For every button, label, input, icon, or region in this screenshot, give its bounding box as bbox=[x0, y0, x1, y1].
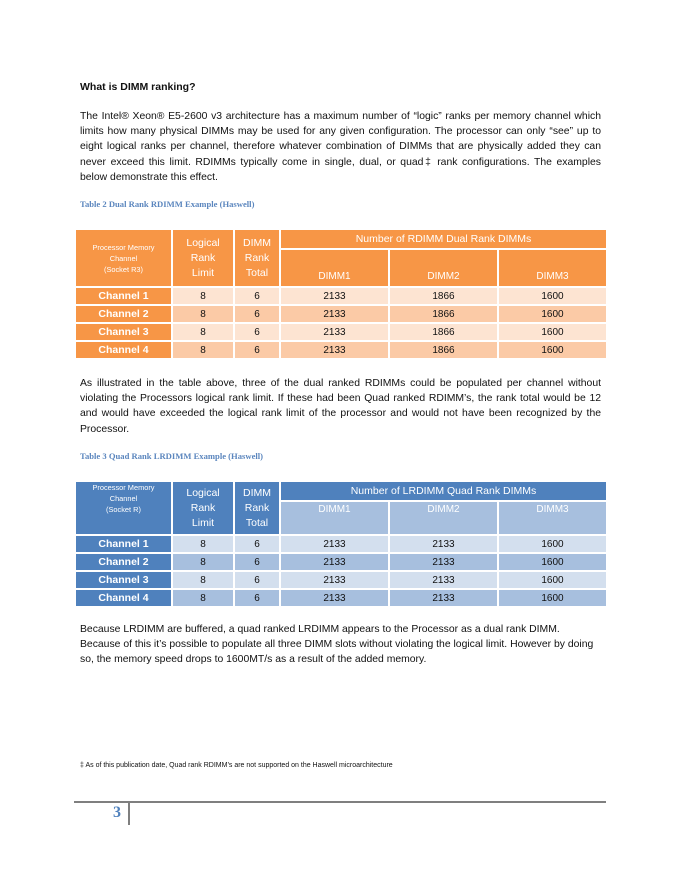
table-row bbox=[76, 342, 606, 358]
dimm2-cell: 2133 bbox=[390, 536, 497, 552]
table3-quad-rank-lrdimm bbox=[74, 480, 608, 608]
table3-caption: Table 3 Quad Rank LRDIMM Example (Haswell) bbox=[80, 451, 264, 461]
explanation-paragraph: As illustrated in the table above, three of the dual ranked RDIMMs could be populated per channel without violating the Processors logical rank limit. If these had been Quad ranked RDIMM’s, the rank total would be 12 and would have exceeded the logical rank limit of the processor and would not have been recognized by the Processor. bbox=[80, 378, 601, 435]
footer-rule bbox=[74, 801, 606, 803]
dimm3-cell: 1600 bbox=[499, 554, 606, 570]
header-dimm2: DIMM2 bbox=[390, 502, 497, 534]
dimm1-cell: 2133 bbox=[281, 554, 388, 570]
table-row bbox=[76, 590, 606, 606]
dimm3-cell: 1600 bbox=[499, 306, 606, 322]
channel-cell: Channel 2 bbox=[76, 306, 171, 322]
table-row bbox=[76, 306, 606, 322]
dimm1-cell: 2133 bbox=[281, 572, 388, 588]
table2-caption: Table 2 Dual Rank RDIMM Example (Haswell) bbox=[80, 199, 255, 209]
dimm3-cell: 1600 bbox=[499, 324, 606, 340]
total-cell: 6 bbox=[235, 288, 279, 304]
dimm1-cell: 2133 bbox=[281, 306, 388, 322]
dimm3-cell: 1600 bbox=[499, 590, 606, 606]
page-number: 3 bbox=[113, 804, 121, 821]
limit-cell: 8 bbox=[173, 536, 233, 552]
header-dimm3: DIMM3 bbox=[499, 502, 606, 534]
dimm1-cell: 2133 bbox=[281, 324, 388, 340]
channel-cell: Channel 4 bbox=[76, 590, 171, 606]
dimm2-cell: 1866 bbox=[390, 306, 497, 322]
dimm3-cell: 1600 bbox=[499, 536, 606, 552]
page-number-divider bbox=[128, 803, 130, 825]
header-logical-rank-limit: Logical Rank Limit bbox=[173, 482, 233, 534]
limit-cell: 8 bbox=[173, 590, 233, 606]
dimm1-cell: 2133 bbox=[281, 536, 388, 552]
limit-cell: 8 bbox=[173, 342, 233, 358]
total-cell: 6 bbox=[235, 554, 279, 570]
dimm2-cell: 2133 bbox=[390, 554, 497, 570]
limit-cell: 8 bbox=[173, 572, 233, 588]
footnote: ‡ As of this publication date, Quad rank RDIMM’s are not supported on the Haswell microarchitecture bbox=[80, 762, 393, 769]
limit-cell: 8 bbox=[173, 288, 233, 304]
dimm1-cell: 2133 bbox=[281, 342, 388, 358]
channel-cell: Channel 3 bbox=[76, 572, 171, 588]
limit-cell: 8 bbox=[173, 554, 233, 570]
table-row bbox=[76, 554, 606, 570]
header-dimm1: DIMM1 bbox=[281, 250, 388, 286]
total-cell: 6 bbox=[235, 590, 279, 606]
limit-cell: 8 bbox=[173, 324, 233, 340]
limit-cell: 8 bbox=[173, 306, 233, 322]
header-group: Number of RDIMM Dual Rank DIMMs bbox=[281, 230, 606, 248]
section-heading: What is DIMM ranking? bbox=[80, 81, 196, 93]
header-dimm1: DIMM1 bbox=[281, 502, 388, 534]
channel-cell: Channel 3 bbox=[76, 324, 171, 340]
header-dimm3: DIMM3 bbox=[499, 250, 606, 286]
table2-dual-rank-rdimm bbox=[74, 228, 608, 360]
header-dimm2: DIMM2 bbox=[390, 250, 497, 286]
total-cell: 6 bbox=[235, 536, 279, 552]
dimm3-cell: 1600 bbox=[499, 288, 606, 304]
lrdimm-paragraph: Because LRDIMM are buffered, a quad ranked LRDIMM appears to the Processor as a dual rank DIMM. Because of this it’s possible to populate all three DIMM slots without violating the logical limit. However by doing so, the memory speed drops to 1600MT/s as a result of the added memory. bbox=[80, 624, 594, 666]
header-logical-rank-limit: Logical Rank Limit bbox=[173, 230, 233, 286]
dimm3-cell: 1600 bbox=[499, 342, 606, 358]
header-dimm-rank-total: DIMM Rank Total bbox=[235, 230, 279, 286]
total-cell: 6 bbox=[235, 342, 279, 358]
dimm1-cell: 2133 bbox=[281, 590, 388, 606]
channel-cell: Channel 4 bbox=[76, 342, 171, 358]
total-cell: 6 bbox=[235, 306, 279, 322]
dimm2-cell: 1866 bbox=[390, 288, 497, 304]
dimm2-cell: 2133 bbox=[390, 590, 497, 606]
header-group: Number of LRDIMM Quad Rank DIMMs bbox=[281, 482, 606, 500]
dimm2-cell: 2133 bbox=[390, 572, 497, 588]
intro-paragraph: The Intel® Xeon® E5-2600 v3 architecture has a maximum number of “logic” ranks per memory channel which limits how many physical DIMMs may be used for any given configuration. The processor can only “see” up to eight logical ranks per channel, therefore whatever combination of DIMMs that are physically added they can never exceed this limit. RDIMMs typically come in single, dual, or quad‡ rank configurations. The examples below demonstrate this effect. bbox=[80, 111, 601, 183]
table-row bbox=[76, 572, 606, 588]
channel-cell: Channel 1 bbox=[76, 536, 171, 552]
table-row bbox=[76, 288, 606, 304]
table-row bbox=[76, 324, 606, 340]
dimm2-cell: 1866 bbox=[390, 342, 497, 358]
table-row bbox=[76, 536, 606, 552]
channel-cell: Channel 1 bbox=[76, 288, 171, 304]
dimm3-cell: 1600 bbox=[499, 572, 606, 588]
total-cell: 6 bbox=[235, 324, 279, 340]
total-cell: 6 bbox=[235, 572, 279, 588]
dimm2-cell: 1866 bbox=[390, 324, 497, 340]
header-dimm-rank-total: DIMM Rank Total bbox=[235, 482, 279, 534]
header-channel: Processor Memory Channel (Socket R) bbox=[76, 482, 171, 534]
channel-cell: Channel 2 bbox=[76, 554, 171, 570]
header-channel: Processor Memory Channel (Socket R3) bbox=[76, 230, 171, 286]
dimm1-cell: 2133 bbox=[281, 288, 388, 304]
